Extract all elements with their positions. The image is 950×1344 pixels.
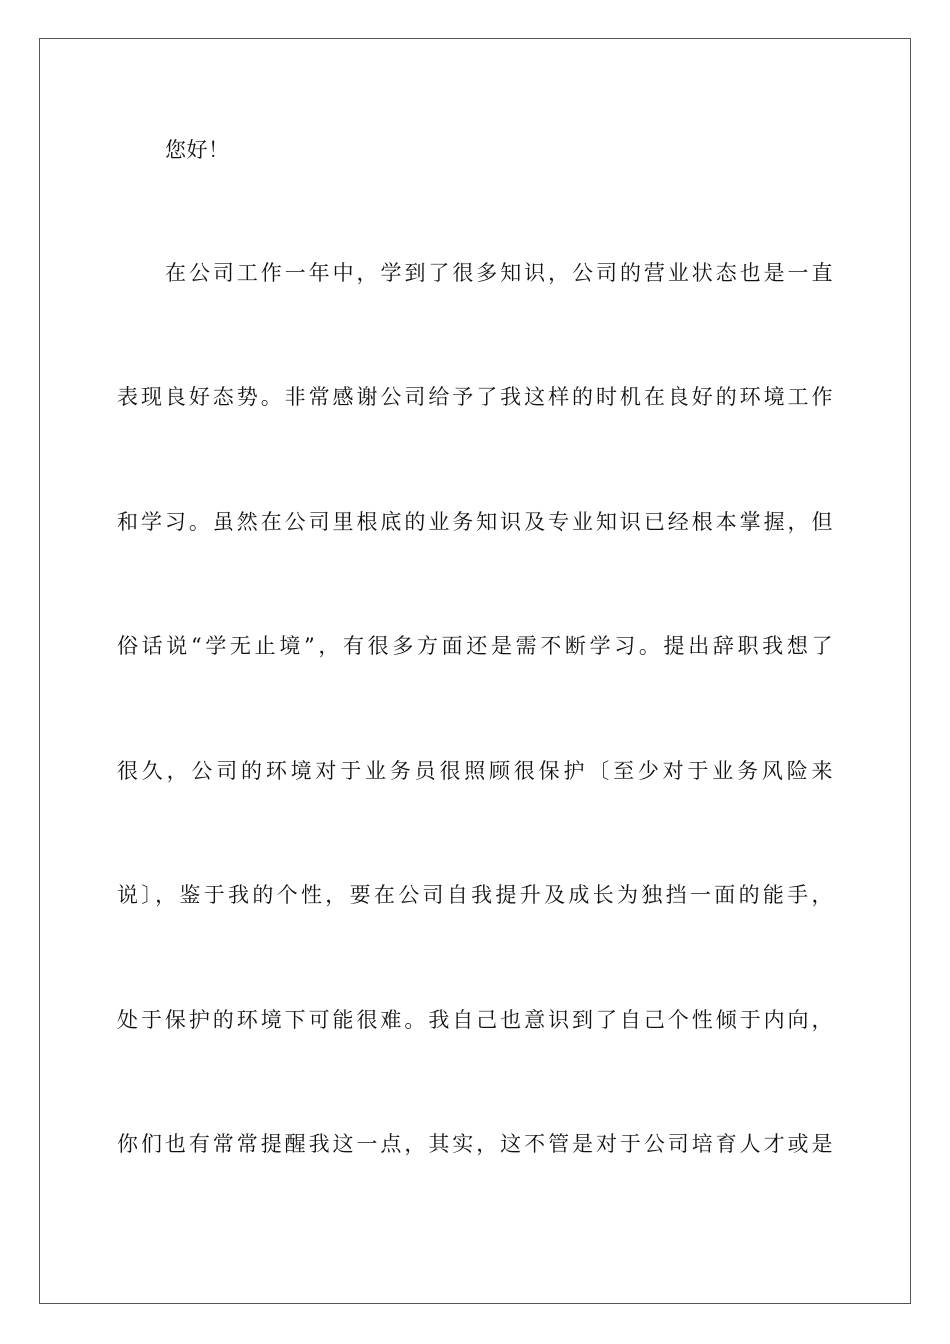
paragraph-line-2: 表现良好态势。非常感谢公司给予了我这样的时机在良好的环境工作	[117, 385, 833, 409]
paragraph-line-4: 俗话说“学无止境”，有很多方面还是需不断学习。提出辞职我想了	[117, 634, 833, 658]
paragraph-line-5: 很久，公司的环境对于业务员很照顾很保护〔至少对于业务风险来	[117, 759, 833, 783]
paragraph-line-6: 说〕，鉴于我的个性，要在公司自我提升及成长为独挡一面的能手，	[117, 883, 833, 907]
paragraph-line-1: 在公司工作一年中，学到了很多知识，公司的营业状态也是一直	[165, 261, 833, 285]
paragraph-line-3: 和学习。虽然在公司里根底的业务知识及专业知识已经根本掌握，但	[117, 510, 833, 534]
paragraph-line-8: 你们也有常常提醒我这一点，其实，这不管是对于公司培育人才或是	[117, 1132, 833, 1156]
page-frame	[39, 38, 911, 1304]
paragraph-line-7: 处于保护的环境下可能很难。我自己也意识到了自己个性倾于内向，	[117, 1008, 833, 1032]
greeting-line: 您好！	[165, 138, 230, 162]
